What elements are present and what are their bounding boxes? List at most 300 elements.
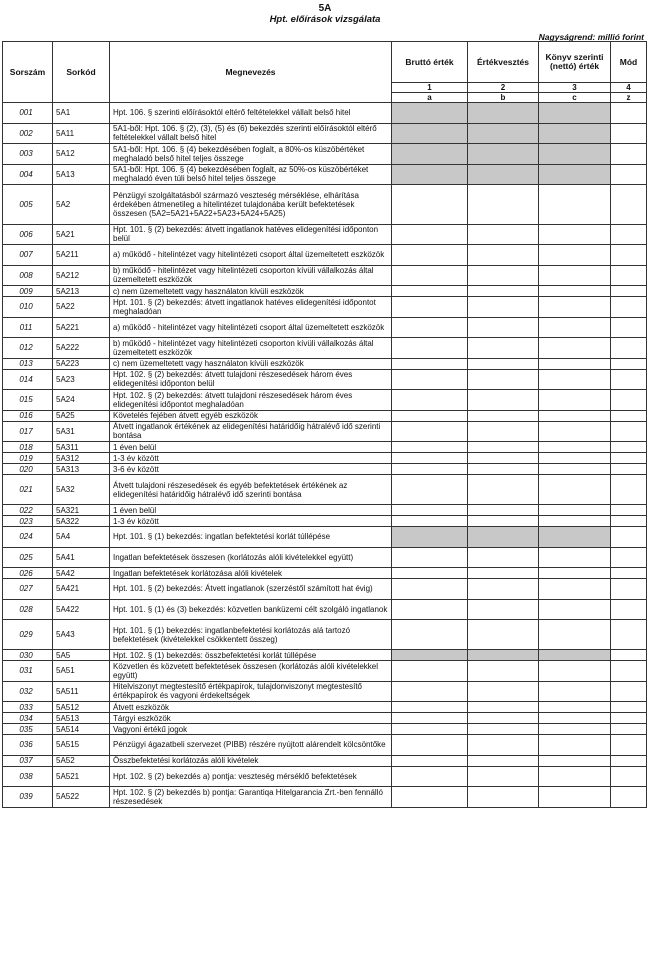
ertekvesztes-cell[interactable] — [468, 123, 539, 144]
row-description: 3-6 év között — [110, 464, 392, 475]
konyv-cell[interactable] — [539, 286, 611, 297]
mod-cell[interactable] — [611, 286, 647, 297]
table-row — [3, 475, 647, 505]
row-code: 5A42 — [53, 568, 110, 579]
brutto-cell[interactable] — [392, 358, 468, 369]
table-row — [3, 185, 647, 225]
konyv-cell[interactable] — [539, 475, 611, 505]
konyv-cell[interactable] — [539, 516, 611, 527]
row-description: Ingatlan befektetések összesen (korlátozás alóli kivételekkel együtt) — [110, 547, 392, 568]
table-row — [3, 123, 647, 144]
row-description: Vagyoni értékű jogok — [110, 724, 392, 735]
table-row — [3, 265, 647, 286]
ertekvesztes-cell[interactable] — [468, 297, 539, 318]
mod-cell[interactable] — [611, 661, 647, 682]
row-code: 5A312 — [53, 453, 110, 464]
row-number: 002 — [3, 123, 53, 144]
row-number: 024 — [3, 527, 53, 548]
mod-cell[interactable] — [611, 724, 647, 735]
row-code: 5A222 — [53, 338, 110, 359]
row-code: 5A511 — [53, 681, 110, 702]
row-code: 5A4 — [53, 527, 110, 548]
col-header-sorkod: Sorkód — [53, 42, 110, 103]
row-code: 5A22 — [53, 297, 110, 318]
table-row — [3, 650, 647, 661]
row-description: Hpt. 101. § (1) bekezdés: ingatlanbefektetési korlátozás alá tartozó befektetések (kivételekkel csökkentett összeg) — [110, 620, 392, 650]
konyv-cell[interactable] — [539, 317, 611, 338]
brutto-cell[interactable] — [392, 579, 468, 600]
table-row — [3, 144, 647, 165]
report-table — [2, 41, 647, 808]
table-row — [3, 410, 647, 421]
row-description: Hpt. 102. § (2) bekezdés: átvett tulajdoni részesedések három éves elidegenítési időpontot meghaladóan — [110, 390, 392, 411]
brutto-cell[interactable] — [392, 317, 468, 338]
ertekvesztes-cell[interactable] — [468, 568, 539, 579]
row-number: 007 — [3, 245, 53, 266]
mod-cell[interactable] — [611, 265, 647, 286]
konyv-cell[interactable] — [539, 547, 611, 568]
ertekvesztes-cell[interactable] — [468, 787, 539, 808]
konyv-cell[interactable] — [539, 358, 611, 369]
mod-cell[interactable] — [611, 144, 647, 165]
row-code: 5A311 — [53, 442, 110, 453]
ertekvesztes-cell[interactable] — [468, 103, 539, 124]
konyv-cell[interactable] — [539, 297, 611, 318]
row-code: 5A11 — [53, 123, 110, 144]
mod-cell[interactable] — [611, 713, 647, 724]
row-code: 5A512 — [53, 702, 110, 713]
ertekvesztes-cell[interactable] — [468, 464, 539, 475]
konyv-cell[interactable] — [539, 568, 611, 579]
form-code: 5A — [318, 3, 332, 14]
ertekvesztes-cell[interactable] — [468, 224, 539, 245]
mod-cell[interactable] — [611, 787, 647, 808]
brutto-cell[interactable] — [392, 442, 468, 453]
konyv-cell[interactable] — [539, 579, 611, 600]
mod-cell[interactable] — [611, 245, 647, 266]
table-row — [3, 286, 647, 297]
row-number: 035 — [3, 724, 53, 735]
brutto-cell[interactable] — [392, 547, 468, 568]
brutto-cell[interactable] — [392, 185, 468, 225]
table-row — [3, 755, 647, 766]
row-description: Közvetlen és közvetett befektetések összesen (korlátozás alóli kivételekkel együtt) — [110, 661, 392, 682]
row-code: 5A221 — [53, 317, 110, 338]
table-row — [3, 103, 647, 124]
mod-cell[interactable] — [611, 442, 647, 453]
row-description: Pénzügyi ágazatbeli szervezet (PIBB) részére nyújtott alárendelt kölcsöntőke — [110, 735, 392, 756]
brutto-cell[interactable] — [392, 724, 468, 735]
brutto-cell[interactable] — [392, 164, 468, 185]
mod-cell[interactable] — [611, 620, 647, 650]
ertekvesztes-cell[interactable] — [468, 144, 539, 165]
row-description: 1 éven belül — [110, 505, 392, 516]
row-code: 5A51 — [53, 661, 110, 682]
mod-cell[interactable] — [611, 568, 647, 579]
col-header-sorszam: Sorszám — [3, 42, 53, 103]
ertekvesztes-cell[interactable] — [468, 620, 539, 650]
ertekvesztes-cell[interactable] — [468, 245, 539, 266]
konyv-cell[interactable] — [539, 185, 611, 225]
brutto-cell[interactable] — [392, 713, 468, 724]
mod-cell[interactable] — [611, 516, 647, 527]
mod-cell[interactable] — [611, 505, 647, 516]
row-code: 5A223 — [53, 358, 110, 369]
row-description: b) működő - hitelintézet vagy hitelintézeti csoporton kívüli vállalkozás által üzemeltetett eszközök — [110, 265, 392, 286]
mod-cell[interactable] — [611, 755, 647, 766]
konyv-cell[interactable] — [539, 787, 611, 808]
konyv-cell[interactable] — [539, 464, 611, 475]
col-letter: b — [468, 93, 539, 103]
ertekvesztes-cell[interactable] — [468, 599, 539, 620]
brutto-cell[interactable] — [392, 661, 468, 682]
row-description: Átvett eszközök — [110, 702, 392, 713]
row-code: 5A52 — [53, 755, 110, 766]
row-number: 021 — [3, 475, 53, 505]
table-body — [3, 103, 647, 808]
mod-cell[interactable] — [611, 103, 647, 124]
brutto-cell[interactable] — [392, 123, 468, 144]
brutto-cell[interactable] — [392, 650, 468, 661]
row-code: 5A31 — [53, 421, 110, 442]
row-description: a) működő - hitelintézet vagy hitelintézeti csoport által üzemeltetett eszközök — [110, 245, 392, 266]
table-row — [3, 579, 647, 600]
konyv-cell[interactable] — [539, 713, 611, 724]
brutto-cell[interactable] — [392, 224, 468, 245]
brutto-cell[interactable] — [392, 735, 468, 756]
brutto-cell[interactable] — [392, 755, 468, 766]
mod-cell[interactable] — [611, 410, 647, 421]
ertekvesztes-cell[interactable] — [468, 702, 539, 713]
brutto-cell[interactable] — [392, 505, 468, 516]
row-code: 5A43 — [53, 620, 110, 650]
row-number: 009 — [3, 286, 53, 297]
ertekvesztes-cell[interactable] — [468, 579, 539, 600]
brutto-cell[interactable] — [392, 338, 468, 359]
ertekvesztes-cell[interactable] — [468, 724, 539, 735]
row-description: Hpt. 101. § (1) bekezdés: ingatlan befektetési korlát túllépése — [110, 527, 392, 548]
table-row — [3, 681, 647, 702]
mod-cell[interactable] — [611, 123, 647, 144]
konyv-cell[interactable] — [539, 661, 611, 682]
ertekvesztes-cell[interactable] — [468, 661, 539, 682]
konyv-cell[interactable] — [539, 735, 611, 756]
row-number: 013 — [3, 358, 53, 369]
ertekvesztes-cell[interactable] — [468, 766, 539, 787]
table-row — [3, 527, 647, 548]
ertekvesztes-cell[interactable] — [468, 369, 539, 390]
brutto-cell[interactable] — [392, 369, 468, 390]
row-code: 5A23 — [53, 369, 110, 390]
row-number: 023 — [3, 516, 53, 527]
row-number: 039 — [3, 787, 53, 808]
row-code: 5A41 — [53, 547, 110, 568]
table-row — [3, 766, 647, 787]
konyv-cell[interactable] — [539, 650, 611, 661]
table-row — [3, 713, 647, 724]
row-number: 015 — [3, 390, 53, 411]
row-code: 5A521 — [53, 766, 110, 787]
row-code: 5A313 — [53, 464, 110, 475]
row-description: Pénzügyi szolgáltatásból származó veszteség mérséklése, elhárítása érdekében átmenetileg a hitelintézet tulajdonába került befektetések összesen (5A2=5A21+5A22+5A23+5A24+5A25) — [110, 185, 392, 225]
col-header-mod: Mód — [611, 42, 647, 83]
table-row — [3, 297, 647, 318]
mod-cell[interactable] — [611, 650, 647, 661]
brutto-cell[interactable] — [392, 766, 468, 787]
mod-cell[interactable] — [611, 338, 647, 359]
row-description: c) nem üzemeltetett vagy használaton kívüli eszközök — [110, 358, 392, 369]
konyv-cell[interactable] — [539, 123, 611, 144]
row-description: Követelés fejében átvett egyéb eszközök — [110, 410, 392, 421]
ertekvesztes-cell[interactable] — [468, 547, 539, 568]
konyv-cell[interactable] — [539, 505, 611, 516]
row-number: 003 — [3, 144, 53, 165]
konyv-cell[interactable] — [539, 103, 611, 124]
konyv-cell[interactable] — [539, 527, 611, 548]
ertekvesztes-cell[interactable] — [468, 390, 539, 411]
mod-cell[interactable] — [611, 579, 647, 600]
row-number: 014 — [3, 369, 53, 390]
table-row — [3, 224, 647, 245]
konyv-cell[interactable] — [539, 369, 611, 390]
row-code: 5A421 — [53, 579, 110, 600]
row-description: Hpt. 101. § (2) bekezdés: átvett ingatlanok hatéves elidegenítési időpontot meghaladóan — [110, 297, 392, 318]
row-number: 027 — [3, 579, 53, 600]
ertekvesztes-cell[interactable] — [468, 164, 539, 185]
row-number: 032 — [3, 681, 53, 702]
table-row — [3, 661, 647, 682]
brutto-cell[interactable] — [392, 410, 468, 421]
brutto-cell[interactable] — [392, 464, 468, 475]
brutto-cell[interactable] — [392, 421, 468, 442]
brutto-cell[interactable] — [392, 681, 468, 702]
form-title: Hpt. előírások vizsgálata — [269, 14, 381, 25]
col-letter: a — [392, 93, 468, 103]
row-description: 1-3 év között — [110, 516, 392, 527]
ertekvesztes-cell[interactable] — [468, 713, 539, 724]
konyv-cell[interactable] — [539, 724, 611, 735]
ertekvesztes-cell[interactable] — [468, 358, 539, 369]
mod-cell[interactable] — [611, 475, 647, 505]
table-row — [3, 568, 647, 579]
ertekvesztes-cell[interactable] — [468, 338, 539, 359]
ertekvesztes-cell[interactable] — [468, 410, 539, 421]
table-row — [3, 390, 647, 411]
konyv-cell[interactable] — [539, 620, 611, 650]
row-code: 5A25 — [53, 410, 110, 421]
ertekvesztes-cell[interactable] — [468, 317, 539, 338]
table-row — [3, 702, 647, 713]
col-number: 2 — [468, 83, 539, 93]
col-header-brutto: Bruttó érték — [392, 42, 468, 83]
row-number: 008 — [3, 265, 53, 286]
brutto-cell[interactable] — [392, 245, 468, 266]
konyv-cell[interactable] — [539, 755, 611, 766]
row-description: a) működő - hitelintézet vagy hitelintézeti csoport által üzemeltetett eszközök — [110, 317, 392, 338]
row-code: 5A514 — [53, 724, 110, 735]
ertekvesztes-cell[interactable] — [468, 185, 539, 225]
brutto-cell[interactable] — [392, 702, 468, 713]
brutto-cell[interactable] — [392, 620, 468, 650]
row-code: 5A515 — [53, 735, 110, 756]
konyv-cell[interactable] — [539, 224, 611, 245]
mod-cell[interactable] — [611, 369, 647, 390]
ertekvesztes-cell[interactable] — [468, 505, 539, 516]
mod-cell[interactable] — [611, 297, 647, 318]
row-description: Hpt. 101. § (2) bekezdés: Átvett ingatlanok (szerzéstől számított hat évig) — [110, 579, 392, 600]
mod-cell[interactable] — [611, 421, 647, 442]
row-number: 037 — [3, 755, 53, 766]
table-row — [3, 453, 647, 464]
row-number: 017 — [3, 421, 53, 442]
brutto-cell[interactable] — [392, 286, 468, 297]
brutto-cell[interactable] — [392, 599, 468, 620]
konyv-cell[interactable] — [539, 390, 611, 411]
ertekvesztes-cell[interactable] — [468, 755, 539, 766]
mod-cell[interactable] — [611, 766, 647, 787]
brutto-cell[interactable] — [392, 265, 468, 286]
table-row — [3, 317, 647, 338]
mod-cell[interactable] — [611, 185, 647, 225]
konyv-cell[interactable] — [539, 245, 611, 266]
mod-cell[interactable] — [611, 735, 647, 756]
mod-cell[interactable] — [611, 527, 647, 548]
col-header-megnevezes: Megnevezés — [110, 42, 392, 103]
row-description: Hpt. 102. § (2) bekezdés a) pontja: veszteség mérséklő befektetések — [110, 766, 392, 787]
row-description: Összbefektetési korlátozás alóli kivételek — [110, 755, 392, 766]
row-code: 5A212 — [53, 265, 110, 286]
ertekvesztes-cell[interactable] — [468, 421, 539, 442]
col-number: 4 — [611, 83, 647, 93]
row-description: 5A1-ből: Hpt. 106. § (2), (3), (5) és (6) bekezdés szerinti előírásoktól eltérő feltételekkel vállalt belső hitel — [110, 123, 392, 144]
row-description: b) működő - hitelintézet vagy hitelintézeti csoporton kívüli vállalkozás által üzemeltetett eszközök — [110, 338, 392, 359]
row-description: Hpt. 101. § (2) bekezdés: átvett ingatlanok hatéves elidegenítési időponton belül — [110, 224, 392, 245]
col-letter: z — [611, 93, 647, 103]
brutto-cell[interactable] — [392, 144, 468, 165]
mod-cell[interactable] — [611, 224, 647, 245]
table-row — [3, 358, 647, 369]
col-header-konyv: Könyv szerinti (nettó) érték — [539, 42, 611, 83]
col-number: 1 — [392, 83, 468, 93]
konyv-cell[interactable] — [539, 338, 611, 359]
ertekvesztes-cell[interactable] — [468, 650, 539, 661]
row-description: Átvett tulajdoni részesedések és egyéb befektetések értékének az elidegenítési határidőig hátralévő idő szerinti bontása — [110, 475, 392, 505]
row-code: 5A211 — [53, 245, 110, 266]
table-row — [3, 464, 647, 475]
row-number: 011 — [3, 317, 53, 338]
konyv-cell[interactable] — [539, 702, 611, 713]
table-row — [3, 164, 647, 185]
konyv-cell[interactable] — [539, 265, 611, 286]
brutto-cell[interactable] — [392, 453, 468, 464]
brutto-cell[interactable] — [392, 475, 468, 505]
ertekvesztes-cell[interactable] — [468, 453, 539, 464]
brutto-cell[interactable] — [392, 527, 468, 548]
konyv-cell[interactable] — [539, 599, 611, 620]
konyv-cell[interactable] — [539, 164, 611, 185]
ertekvesztes-cell[interactable] — [468, 681, 539, 702]
row-description: Hpt. 102. § (2) bekezdés: átvett tulajdoni részesedések három éves elidegenítési időponton belül — [110, 369, 392, 390]
row-code: 5A513 — [53, 713, 110, 724]
mod-cell[interactable] — [611, 681, 647, 702]
table-row — [3, 735, 647, 756]
row-number: 001 — [3, 103, 53, 124]
ertekvesztes-cell[interactable] — [468, 527, 539, 548]
col-number: 3 — [539, 83, 611, 93]
konyv-cell[interactable] — [539, 442, 611, 453]
konyv-cell[interactable] — [539, 144, 611, 165]
unit-label: Nagyságrend: millió forint — [538, 32, 644, 42]
konyv-cell[interactable] — [539, 681, 611, 702]
ertekvesztes-cell[interactable] — [468, 516, 539, 527]
ertekvesztes-cell[interactable] — [468, 442, 539, 453]
konyv-cell[interactable] — [539, 453, 611, 464]
row-number: 020 — [3, 464, 53, 475]
ertekvesztes-cell[interactable] — [468, 735, 539, 756]
row-code: 5A522 — [53, 787, 110, 808]
row-number: 022 — [3, 505, 53, 516]
table-row — [3, 787, 647, 808]
table-row — [3, 620, 647, 650]
mod-cell[interactable] — [611, 390, 647, 411]
row-number: 038 — [3, 766, 53, 787]
row-code: 5A24 — [53, 390, 110, 411]
mod-cell[interactable] — [611, 317, 647, 338]
konyv-cell[interactable] — [539, 410, 611, 421]
row-code: 5A213 — [53, 286, 110, 297]
row-code: 5A21 — [53, 224, 110, 245]
row-number: 028 — [3, 599, 53, 620]
row-number: 030 — [3, 650, 53, 661]
mod-cell[interactable] — [611, 358, 647, 369]
row-code: 5A321 — [53, 505, 110, 516]
mod-cell[interactable] — [611, 453, 647, 464]
brutto-cell[interactable] — [392, 390, 468, 411]
row-number: 006 — [3, 224, 53, 245]
ertekvesztes-cell[interactable] — [468, 475, 539, 505]
mod-cell[interactable] — [611, 164, 647, 185]
row-description: Ingatlan befektetések korlátozása alóli kivételek — [110, 568, 392, 579]
row-number: 031 — [3, 661, 53, 682]
ertekvesztes-cell[interactable] — [468, 286, 539, 297]
mod-cell[interactable] — [611, 599, 647, 620]
brutto-cell[interactable] — [392, 568, 468, 579]
row-number: 004 — [3, 164, 53, 185]
brutto-cell[interactable] — [392, 297, 468, 318]
ertekvesztes-cell[interactable] — [468, 265, 539, 286]
col-header-ertekvesztes: Értékvesztés — [468, 42, 539, 83]
row-number: 029 — [3, 620, 53, 650]
mod-cell[interactable] — [611, 702, 647, 713]
table-row — [3, 724, 647, 735]
row-number: 034 — [3, 713, 53, 724]
row-code: 5A1 — [53, 103, 110, 124]
row-number: 018 — [3, 442, 53, 453]
brutto-cell[interactable] — [392, 516, 468, 527]
brutto-cell[interactable] — [392, 787, 468, 808]
row-description: Hpt. 101. § (1) és (3) bekezdés: közvetlen banküzemi célt szolgáló ingatlanok — [110, 599, 392, 620]
brutto-cell[interactable] — [392, 103, 468, 124]
table-row — [3, 505, 647, 516]
table-row — [3, 338, 647, 359]
row-number: 010 — [3, 297, 53, 318]
konyv-cell[interactable] — [539, 421, 611, 442]
konyv-cell[interactable] — [539, 766, 611, 787]
mod-cell[interactable] — [611, 547, 647, 568]
table-row — [3, 421, 647, 442]
mod-cell[interactable] — [611, 464, 647, 475]
row-number: 012 — [3, 338, 53, 359]
